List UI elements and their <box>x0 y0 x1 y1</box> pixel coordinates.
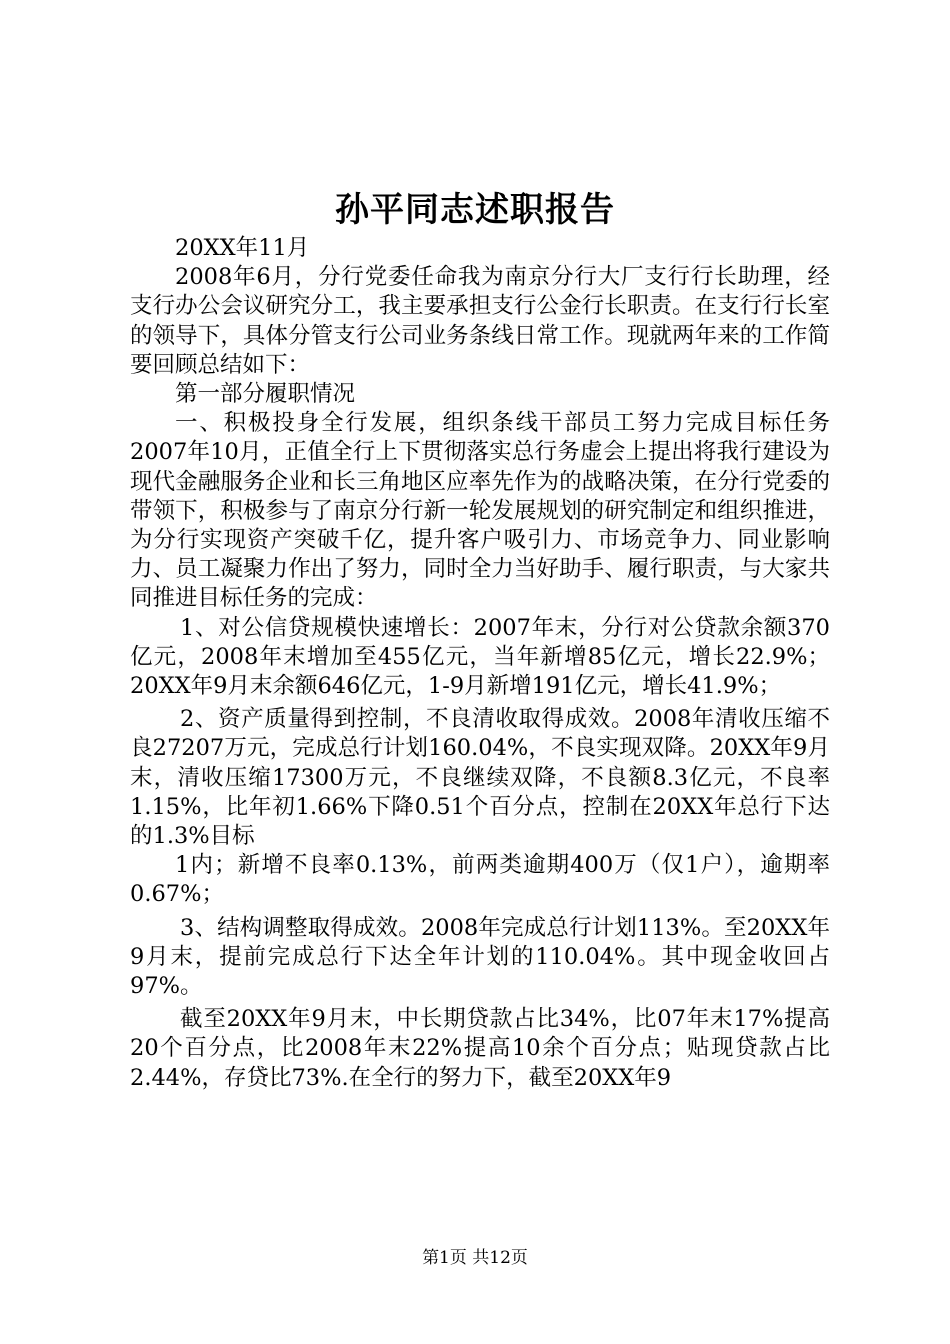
section-heading: 第一部分履职情况 <box>175 381 356 408</box>
body-paragraph: 3、结构调整取得成效。2008年完成总行计划113%。至20XX年9月末，提前完成总行下达全年计划的110.04%。其中现金收回占97%。 <box>130 914 830 1000</box>
body-paragraph: 1内；新增不良率0.13%，前两类逾期400万（仅1户），逾期率0.67%； <box>130 852 830 908</box>
page-footer: 第1页 共12页 <box>422 1248 528 1268</box>
document-title: 孙平同志述职报告 <box>335 190 615 230</box>
date-line: 20XX年11月 <box>175 235 310 261</box>
body-paragraph: 一、积极投身全行发展，组织条线干部员工努力完成目标任务2007年10月，正值全行上下贯彻落实总行务虚会上提出将我行建设为现代金融服务企业和长三角地区应率先作为的战略决策，在分行党委的带领下，积极参与了南京分行新一轮发展规划的研究制定和组织推进，为分行实现资产突破千亿，提升客户吸引力、市场竞争力、同业影响力、员工凝聚力作出了努力，同时全力当好助手、履行职责，与大家共同推进目标任务的完成： <box>130 410 830 612</box>
document-body <box>130 234 830 1093</box>
body-paragraph: 2、资产质量得到控制，不良清收取得成效。2008年清收压缩不良27207万元，完成总行计划160.04%，不良实现双降。20XX年9月末，清收压缩17300万元，不良继续双降，不良额8.3亿元，不良率1.15%，比年初1.66%下降0.51个百分点，控制在20XX年总行下达的1.3%目标 <box>130 706 830 850</box>
intro-paragraph: 2008年6月，分行党委任命我为南京分行大厂支行行长助理，经支行办公会议研究分工，我主要承担支行公金行长职责。在支行行长室的领导下，具体分管支行公司业务条线日常工作。现就两年来的工作简要回顾总结如下： <box>130 264 830 378</box>
body-paragraph: 截至20XX年9月末，中长期贷款占比34%，比07年末17%提高20个百分点，比2008年末22%提高10余个百分点；贴现贷款占比2.44%，存贷比73%.在全行的努力下，截至20XX年9 <box>130 1006 830 1091</box>
body-paragraph: 1、对公信贷规模快速增长：2007年末，分行对公贷款余额370亿元，2008年末增加至455亿元，当年新增85亿元，增长22.9%；20XX年9月末余额646亿元，1-9月新增191亿元，增长41.9%； <box>130 614 830 700</box>
